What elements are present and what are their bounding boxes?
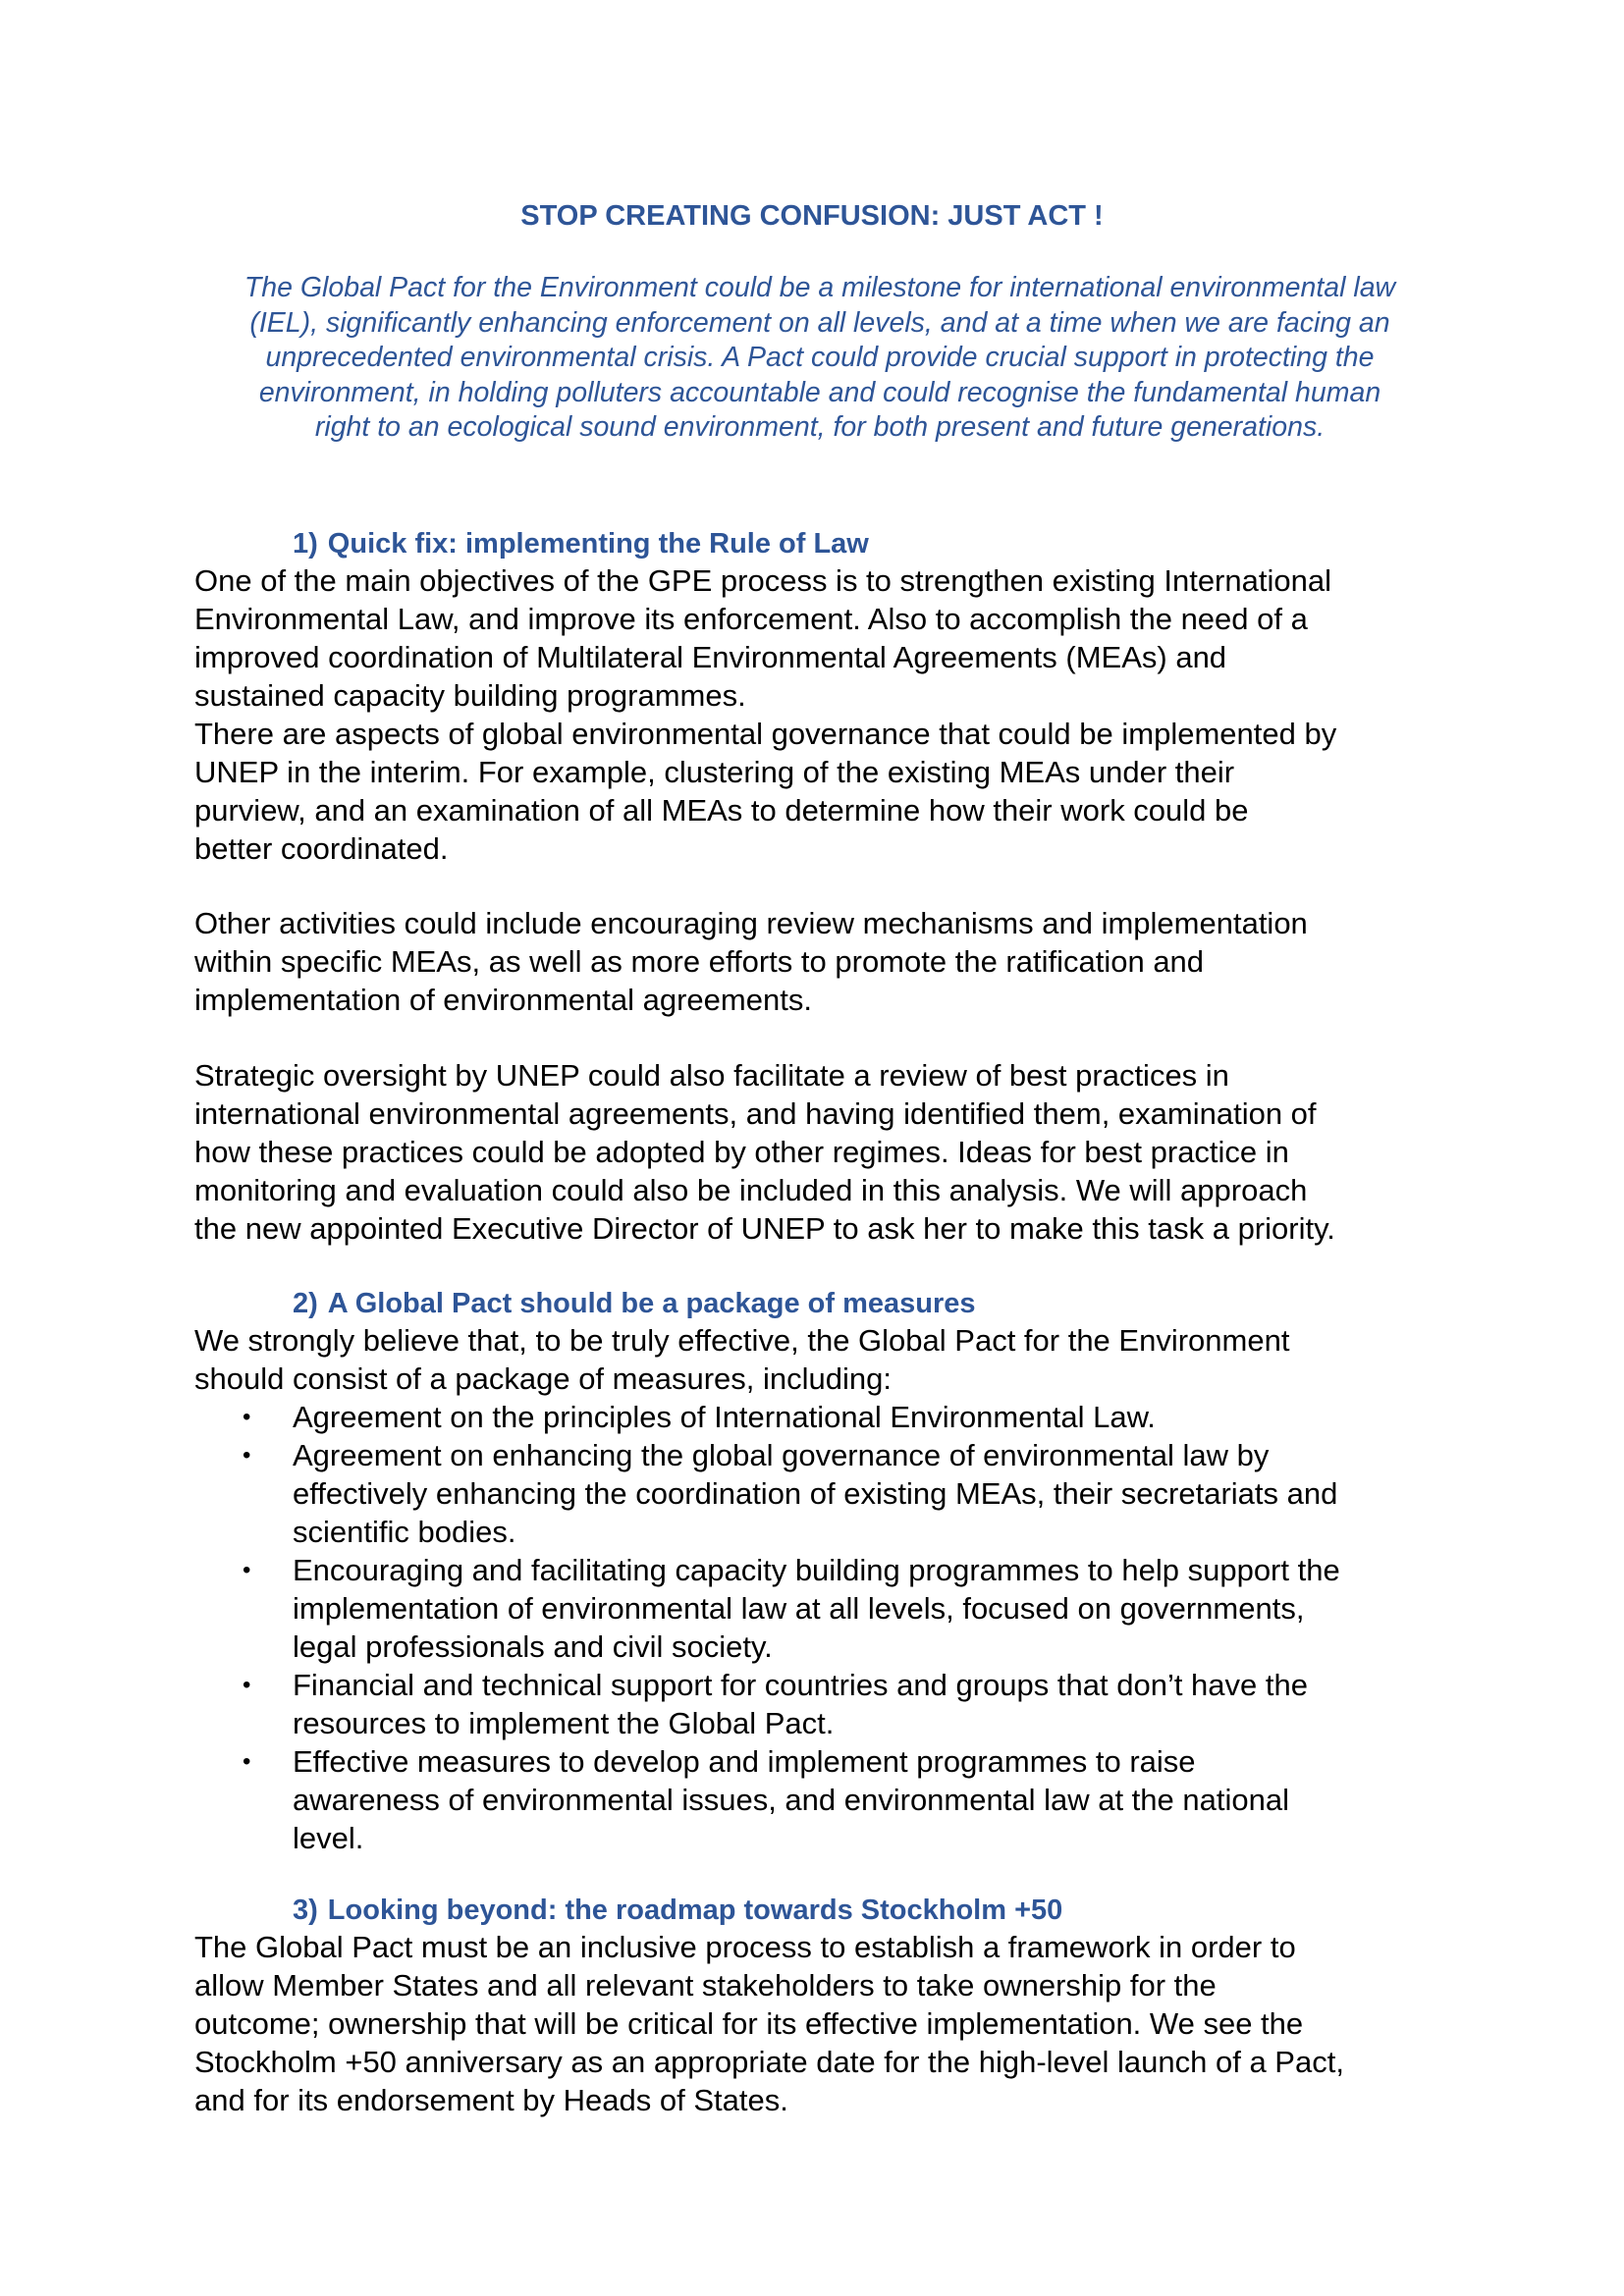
intro-paragraph: [187, 271, 1453, 446]
section-3-heading: [293, 1892, 1062, 1929]
section-1-heading: [293, 525, 869, 562]
text-line: improved coordination of Multilateral Environmental Agreements (MEAs) and: [194, 640, 1227, 674]
section-3-number: 3): [293, 1895, 318, 1926]
bullet-icon: •: [243, 1557, 251, 1583]
text-line: Environmental Law, and improve its enforcement. Also to accomplish the need of a: [194, 602, 1308, 636]
text-line: effectively enhancing the coordination of existing MEAs, their secretariats and: [293, 1476, 1338, 1511]
text-line: should consist of a package of measures, including:: [194, 1362, 892, 1396]
intro-line: (IEL), significantly enhancing enforcement on all levels, and at a time when we are facing an: [249, 306, 1390, 339]
list-item: [194, 1436, 1471, 1551]
intro-line: right to an ecological sound environment, for both present and future generations.: [314, 411, 1326, 443]
text-line: level.: [293, 1821, 364, 1855]
section-1-paragraph-1: [194, 561, 1471, 715]
section-2-number: 2): [293, 1288, 318, 1319]
text-line: allow Member States and all relevant stakeholders to take ownership for the: [194, 1968, 1217, 2002]
bullet-icon: •: [243, 1442, 251, 1468]
text-line: outcome; ownership that will be critical for its effective implementation. We see the: [194, 2006, 1304, 2041]
section-3-paragraph-1: [194, 1928, 1471, 2119]
section-3-title: Looking beyond: the roadmap towards Stockholm +50: [327, 1895, 1063, 1926]
section-1-paragraph-3: [194, 904, 1471, 1019]
text-line: resources to implement the Global Pact.: [293, 1706, 835, 1740]
text-line: There are aspects of global environmental governance that could be implemented by: [194, 717, 1337, 751]
text-line: better coordinated.: [194, 831, 449, 866]
text-line: One of the main objectives of the GPE process is to strengthen existing International: [194, 563, 1331, 598]
intro-line: environment, in holding polluters accountable and could recognise the fundamental human: [258, 376, 1381, 408]
text-line: monitoring and evaluation could also be included in this analysis. We will approach: [194, 1173, 1308, 1207]
text-line: the new appointed Executive Director of UNEP to ask her to make this task a priority.: [194, 1211, 1335, 1246]
section-1-paragraph-2: [194, 715, 1471, 868]
text-line: Effective measures to develop and implement programmes to raise: [293, 1744, 1196, 1779]
bullet-icon: •: [243, 1672, 251, 1698]
text-line: Agreement on the principles of International Environmental Law.: [293, 1400, 1156, 1434]
text-line: Stockholm +50 anniversary as an appropriate date for the high-level launch of a Pact,: [194, 2045, 1344, 2079]
text-line: UNEP in the interim. For example, clustering of the existing MEAs under their: [194, 755, 1235, 789]
text-line: and for its endorsement by Heads of States.: [194, 2083, 788, 2117]
text-line: within specific MEAs, as well as more efforts to promote the ratification and: [194, 944, 1205, 979]
bullet-icon: •: [243, 1404, 251, 1430]
list-item: [194, 1551, 1471, 1666]
bullet-icon: •: [243, 1748, 251, 1775]
text-line: We strongly believe that, to be truly effective, the Global Pact for the Environment: [194, 1323, 1290, 1358]
text-line: implementation of environmental law at all levels, focused on governments,: [293, 1591, 1305, 1626]
text-line: Financial and technical support for countries and groups that don’t have the: [293, 1668, 1308, 1702]
text-line: purview, and an examination of all MEAs to determine how their work could be: [194, 793, 1249, 828]
text-line: awareness of environmental issues, and environmental law at the national: [293, 1783, 1289, 1817]
section-2-heading: [293, 1285, 976, 1322]
intro-line: The Global Pact for the Environment could be a milestone for international environmental law: [244, 272, 1396, 303]
text-line: The Global Pact must be an inclusive process to establish a framework in order to: [194, 1930, 1296, 1964]
section-1-paragraph-4: [194, 1056, 1471, 1248]
section-2-intro: [194, 1321, 1471, 1398]
text-line: Strategic oversight by UNEP could also facilitate a review of best practices in: [194, 1058, 1229, 1093]
text-line: implementation of environmental agreements.: [194, 983, 812, 1017]
list-item: [194, 1742, 1471, 1857]
section-1-number: 1): [293, 528, 318, 560]
text-line: Encouraging and facilitating capacity building programmes to help support the: [293, 1553, 1340, 1587]
measures-list: [194, 1398, 1471, 1857]
document-title: STOP CREATING CONFUSION: JUST ACT !: [520, 200, 1104, 232]
text-line: scientific bodies.: [293, 1515, 516, 1549]
list-item: [194, 1398, 1471, 1436]
section-2-title: A Global Pact should be a package of measures: [327, 1288, 976, 1319]
intro-line: unprecedented environmental crisis. A Pact could provide crucial support in protecting the: [265, 342, 1375, 373]
text-line: Other activities could include encouraging review mechanisms and implementation: [194, 906, 1308, 940]
text-line: Agreement on enhancing the global governance of environmental law by: [293, 1438, 1270, 1472]
text-line: how these practices could be adopted by other regimes. Ideas for best practice in: [194, 1135, 1289, 1169]
text-line: sustained capacity building programmes.: [194, 678, 746, 713]
text-line: legal professionals and civil society.: [293, 1629, 773, 1664]
text-line: international environmental agreements, and having identified them, examination of: [194, 1096, 1317, 1131]
list-item: [194, 1666, 1471, 1742]
section-1-title: Quick fix: implementing the Rule of Law: [327, 528, 869, 560]
